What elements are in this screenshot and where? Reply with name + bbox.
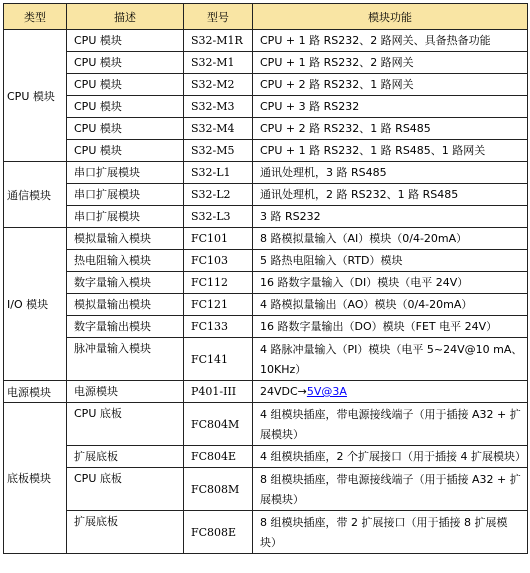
desc-cell: 扩展底板 (67, 511, 184, 554)
header-model: 型号 (184, 4, 253, 30)
voltage-link[interactable]: 5V@3A (306, 385, 347, 398)
function-cell: 通讯处理机，2 路 RS232、1 路 RS485 (253, 184, 528, 206)
desc-cell: 数字量输入模块 (67, 272, 184, 294)
table-row (4, 294, 528, 316)
desc-cell: CPU 模块 (67, 140, 184, 162)
table-row (4, 118, 528, 140)
model-cell: FC112 (184, 272, 253, 294)
model-cell: S32-M4 (184, 118, 253, 140)
desc-cell: 热电阻输入模块 (67, 250, 184, 272)
table-row (4, 250, 528, 272)
model-cell: FC133 (184, 316, 253, 338)
function-cell: CPU + 2 路 RS232、1 路 RS485 (253, 118, 528, 140)
type-cell: 底板模块 (4, 403, 67, 554)
function-cell: 4 组模块插座，带电源接线端子（用于插接 A32 + 扩展模块） (253, 403, 528, 446)
header-function: 模块功能 (253, 4, 528, 30)
function-cell: 8 组模块插座，带 2 扩展接口（用于插接 8 扩展模块） (253, 511, 528, 554)
desc-cell: CPU 模块 (67, 30, 184, 52)
desc-cell: CPU 底板 (67, 403, 184, 446)
model-cell: FC101 (184, 228, 253, 250)
model-cell: S32-L1 (184, 162, 253, 184)
function-cell: 4 路模拟量输出（AO）模块（0/4-20mA） (253, 294, 528, 316)
model-cell: S32-M1 (184, 52, 253, 74)
function-cell: 3 路 RS232 (253, 206, 528, 228)
model-cell: FC804E (184, 446, 253, 468)
model-cell: FC141 (184, 338, 253, 381)
table-row (4, 511, 528, 554)
function-cell: 通讯处理机，3 路 RS485 (253, 162, 528, 184)
function-cell: 4 组模块插座，2 个扩展接口（用于插接 4 扩展模块） (253, 446, 528, 468)
table-row (4, 184, 528, 206)
table-row (4, 272, 528, 294)
desc-cell: 串口扩展模块 (67, 184, 184, 206)
function-cell: CPU + 1 路 RS232、1 路 RS485、1 路网关 (253, 140, 528, 162)
desc-cell: 串口扩展模块 (67, 206, 184, 228)
desc-cell: CPU 模块 (67, 118, 184, 140)
desc-cell: CPU 模块 (67, 96, 184, 118)
table-row (4, 338, 528, 381)
model-cell: FC808M (184, 468, 253, 511)
type-cell: CPU 模块 (4, 30, 67, 162)
model-cell: P401-III (184, 381, 253, 403)
model-cell: S32-L3 (184, 206, 253, 228)
table-row (4, 468, 528, 511)
table-row (4, 52, 528, 74)
header-desc: 描述 (67, 4, 184, 30)
function-cell: CPU + 1 路 RS232、2 路网关 (253, 52, 528, 74)
type-cell: 电源模块 (4, 381, 67, 403)
model-cell: S32-M2 (184, 74, 253, 96)
table-row (4, 381, 528, 403)
model-cell: FC804M (184, 403, 253, 446)
table-row (4, 316, 528, 338)
function-cell: 16 路数字量输入（DI）模块（电平 24V） (253, 272, 528, 294)
function-cell: CPU + 3 路 RS232 (253, 96, 528, 118)
type-cell: I/O 模块 (4, 228, 67, 381)
function-prefix: 24VDC→ (260, 385, 307, 398)
type-cell: 通信模块 (4, 162, 67, 228)
desc-cell: 扩展底板 (67, 446, 184, 468)
model-cell: S32-M1R (184, 30, 253, 52)
desc-cell: 电源模块 (67, 381, 184, 403)
table-row (4, 30, 528, 52)
table-row (4, 140, 528, 162)
desc-cell: CPU 模块 (67, 52, 184, 74)
function-cell: 16 路数字量输出（DO）模块（FET 电平 24V） (253, 316, 528, 338)
model-cell: S32-M5 (184, 140, 253, 162)
function-cell: CPU + 1 路 RS232、2 路网关、具备热备功能 (253, 30, 528, 52)
table-row (4, 228, 528, 250)
model-cell: FC808E (184, 511, 253, 554)
table-row (4, 206, 528, 228)
function-cell: 8 组模块插座，带电源接线端子（用于插接 A32 + 扩展模块） (253, 468, 528, 511)
desc-cell: CPU 模块 (67, 74, 184, 96)
function-cell (253, 381, 528, 403)
function-cell: 5 路热电阻输入（RTD）模块 (253, 250, 528, 272)
table-row (4, 96, 528, 118)
table-row (4, 74, 528, 96)
desc-cell: 串口扩展模块 (67, 162, 184, 184)
model-cell: S32-L2 (184, 184, 253, 206)
model-cell: FC121 (184, 294, 253, 316)
header-row (4, 4, 528, 30)
table-row (4, 162, 528, 184)
desc-cell: CPU 底板 (67, 468, 184, 511)
model-cell: FC103 (184, 250, 253, 272)
function-cell: CPU + 2 路 RS232、1 路网关 (253, 74, 528, 96)
function-cell: 8 路模拟量输入（AI）模块（0/4-20mA） (253, 228, 528, 250)
desc-cell: 数字量输出模块 (67, 316, 184, 338)
module-table (3, 3, 528, 554)
table-row (4, 403, 528, 446)
desc-cell: 模拟量输入模块 (67, 228, 184, 250)
table-row (4, 446, 528, 468)
desc-cell: 模拟量输出模块 (67, 294, 184, 316)
model-cell: S32-M3 (184, 96, 253, 118)
desc-cell: 脉冲量输入模块 (67, 338, 184, 381)
header-type: 类型 (4, 4, 67, 30)
function-cell: 4 路脉冲量输入（PI）模块（电平 5~24V@10 mA、10KHz） (253, 338, 528, 381)
